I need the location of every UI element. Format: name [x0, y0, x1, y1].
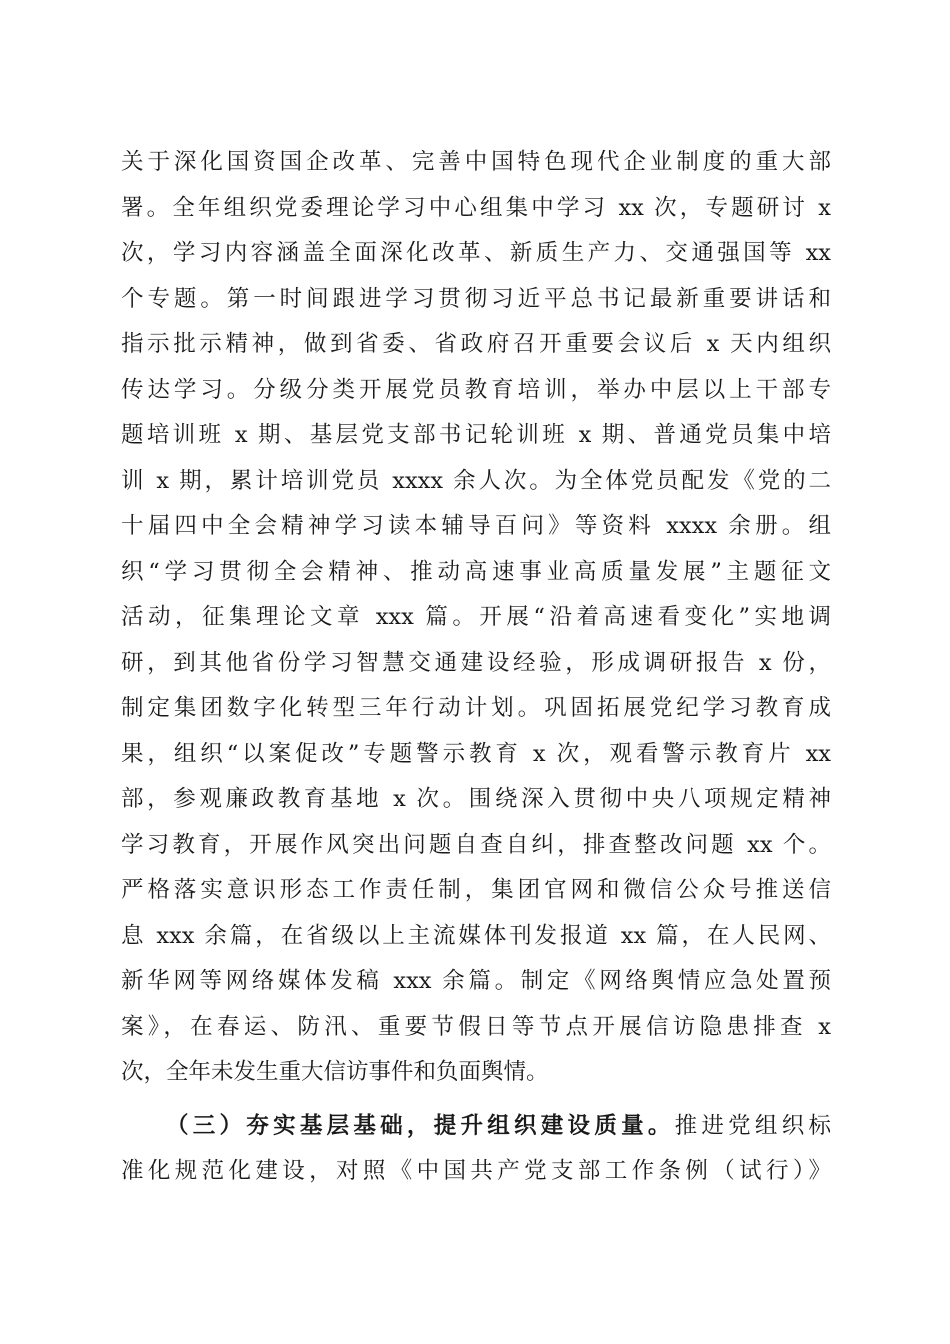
text-line: 指示批示精神，做到省委、省政府召开重要会议后 x 天内组织 [121, 331, 831, 357]
text-line: 研，到其他省份学习智慧交通建设经验，形成调研报告 x 份， [121, 649, 831, 676]
text-line: 息 xxx 余篇，在省级以上主流媒体刊发报道 xx 篇，在人民网、 [121, 922, 831, 949]
text-line: 严格落实意识形态工作责任制，集团官网和微信公众号推送信 [121, 877, 831, 903]
section-heading: （三）夯实基层基础，提升组织建设质量。 [166, 1112, 675, 1139]
text-line: 关于深化国资国企改革、完善中国特色现代企业制度的重大部 [121, 149, 831, 175]
text-line: 果，组织“以案促改”专题警示教育 x 次，观看警示教育片 xx [121, 740, 831, 767]
text-line: 活动，征集理论文章 xxx 篇。开展“沿着高速看变化”实地调 [121, 604, 831, 630]
heading-following-text: 推进党组织标 [674, 1112, 831, 1139]
text-line: 训 x 期，累计培训党员 xxxx 余人次。为全体党员配发《党的二 [121, 467, 831, 494]
text-line: 传达学习。分级分类开展党员教育培训，举办中层以上干部专 [121, 376, 831, 403]
text-line: 署。全年组织党委理论学习中心组集中学习 xx 次，专题研讨 x [121, 194, 831, 221]
paragraph [121, 140, 831, 1096]
text-line: 次，全年未发生重大信访事件和负面舆情。 [121, 1059, 549, 1085]
paragraph [121, 1104, 831, 1195]
body-text [121, 140, 831, 1195]
text-line [121, 1104, 831, 1150]
text-line: 准化规范化建设，对照《中国共产党支部工作条例（试行）》 [121, 1158, 831, 1184]
text-line: 题培训班 x 期、基层党支部书记轮训班 x 期、普通党员集中培 [121, 422, 831, 448]
text-line: 部，参观廉政教育基地 x 次。围绕深入贯彻中央八项规定精神 [121, 786, 831, 812]
text-line: 新华网等网络媒体发稿 xxx 余篇。制定《网络舆情应急处置预 [121, 968, 831, 994]
text-line: 学习教育，开展作风突出问题自查自纠，排查整改问题 xx 个。 [121, 831, 831, 858]
text-line: 织“学习贯彻全会精神、推动高速事业高质量发展”主题征文 [121, 558, 831, 585]
text-line: 次，学习内容涵盖全面深化改革、新质生产力、交通强国等 xx [121, 240, 831, 266]
text-line: 案》，在春运、防汛、重要节假日等节点开展信访隐患排查 x [121, 1013, 831, 1040]
text-line: 十届四中全会精神学习读本辅导百问》等资料 xxxx 余册。组 [121, 513, 831, 539]
text-line: 个专题。第一时间跟进学习贯彻习近平总书记最新重要讲话和 [121, 285, 831, 312]
paragraph-gap [121, 1096, 831, 1104]
text-line: 制定集团数字化转型三年行动计划。巩固拓展党纪学习教育成 [121, 695, 831, 721]
